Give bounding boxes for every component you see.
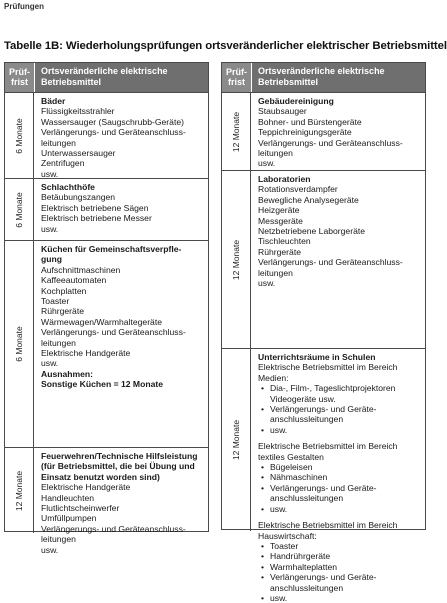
item-line: Elektrische Handgeräte bbox=[41, 482, 131, 493]
bullet-item: anschlussleitungen bbox=[270, 414, 344, 425]
item-line: Verlängerungs- und Geräteanschluss- bbox=[41, 127, 186, 138]
pruefrist-value: 6 Monate bbox=[14, 191, 24, 228]
item-line: leitungen bbox=[41, 137, 76, 148]
pruefrist-cell bbox=[5, 241, 34, 447]
pruefrist-cell bbox=[5, 179, 34, 240]
item-line: Umfüllpumpen bbox=[41, 513, 97, 524]
item-line: Zentrifugen bbox=[41, 158, 85, 169]
item-line: usw. bbox=[41, 358, 59, 369]
bullet-item: • Nähmaschinen bbox=[258, 472, 425, 482]
item-line: leitungen bbox=[41, 534, 76, 545]
item-line: Verlängerungs- und Geräteanschluss- bbox=[41, 327, 186, 338]
table-row bbox=[5, 240, 208, 447]
group-heading: Hauswirtschaft: bbox=[258, 530, 317, 541]
item-line: Unterwassersauger bbox=[41, 148, 116, 159]
item-line: usw. bbox=[258, 278, 276, 289]
category-title: (für Betriebsmittel, die bei Übung und bbox=[41, 461, 195, 472]
bullet-item: anschlussleitungen bbox=[270, 582, 344, 593]
bullet-item: Videogeräte usw. bbox=[270, 393, 336, 404]
category-title: gung bbox=[41, 254, 62, 265]
betriebsmittel-cell bbox=[251, 171, 425, 348]
item-line: Verlängerungs- und Geräteanschluss- bbox=[41, 523, 186, 534]
pruefrist-value: 12 Monate bbox=[14, 470, 24, 511]
item-line: Verlängerungs- und Geräteanschluss- bbox=[258, 137, 403, 148]
betriebsmittel-cell bbox=[251, 93, 425, 170]
category-title: Einsatz benutzt worden sind) bbox=[41, 471, 160, 482]
bullet-item: • Handrührgeräte bbox=[258, 551, 425, 561]
table-row bbox=[5, 178, 208, 240]
table-row bbox=[222, 170, 425, 348]
category-title: Bäder bbox=[41, 96, 66, 106]
pruefrist-value: 12 Monate bbox=[231, 419, 241, 461]
item-line: Flüssigkeitsstrahler bbox=[41, 106, 115, 117]
exception-note: Ausnahmen: bbox=[41, 368, 94, 379]
header-betriebsmittel: Ortsveränderliche elektrische Betriebsmittel bbox=[34, 63, 208, 92]
item-line: leitungen bbox=[258, 148, 293, 159]
bullet-item: • usw. bbox=[258, 425, 425, 435]
bullet-item: anschlussleitungen bbox=[270, 493, 344, 504]
item-line: Rotationsverdampfer bbox=[258, 184, 338, 195]
betriebsmittel-cell bbox=[34, 241, 208, 447]
pruefrist-value: 12 Monate bbox=[231, 239, 241, 280]
item-line: Aufschnittmaschinen bbox=[41, 264, 121, 275]
item-line: usw. bbox=[41, 168, 59, 179]
table-row bbox=[222, 348, 425, 603]
table-header bbox=[5, 63, 208, 92]
group-heading: textiles Gestalten bbox=[258, 451, 324, 462]
item-line: Heizgeräte bbox=[258, 205, 300, 216]
header-betriebsmittel: Ortsveränderliche elektrische Betriebsmittel bbox=[251, 63, 425, 92]
category-title: Laboratorien bbox=[258, 174, 311, 184]
category-title: Unterrichtsräume in Schulen bbox=[258, 352, 376, 362]
item-line: Verlängerungs- und Geräteanschluss- bbox=[258, 257, 403, 268]
table-row bbox=[222, 92, 425, 170]
table-title: Tabelle 1B: Wiederholungsprüfungen ortsveränderlicher elektrischer Betriebsmittel bbox=[4, 40, 447, 52]
header-pruefrist: Prüf- frist bbox=[222, 63, 251, 92]
bullet-item: • Bügeleisen bbox=[258, 462, 425, 472]
pruefrist-value: 6 Monate bbox=[14, 326, 24, 362]
section-label: Prüfungen bbox=[4, 2, 44, 11]
item-line: Toaster bbox=[41, 296, 70, 307]
pruefrist-cell bbox=[222, 93, 251, 170]
betriebsmittel-cell bbox=[34, 93, 208, 178]
item-line: Bohner- und Bürstengeräte bbox=[258, 116, 362, 127]
category-title: Schlachthöfe bbox=[41, 182, 95, 192]
group-heading: Elektrische Betriebsmittel im Bereich bbox=[258, 520, 398, 531]
item-line: Kochplatten bbox=[41, 285, 87, 296]
table-row bbox=[5, 92, 208, 178]
item-line: Elektrisch betriebene Sägen bbox=[41, 202, 149, 213]
item-line: Wärmewagen/Warmhaltegeräte bbox=[41, 316, 162, 327]
bullet-item: • Verlängerungs- und Geräte- bbox=[258, 483, 425, 493]
item-line: usw. bbox=[41, 223, 59, 234]
bullet-item: • usw. bbox=[258, 504, 425, 514]
item-line: Elektrische Handgeräte bbox=[41, 348, 131, 359]
bullet-item: • Warmhalteplatten bbox=[258, 562, 425, 572]
item-line: Teppichreinigungsgeräte bbox=[258, 127, 352, 138]
bullet-item: • Verlängerungs- und Geräte- bbox=[258, 404, 425, 414]
bullet-item: • usw. bbox=[258, 593, 425, 603]
category-title: Küchen für Gemeinschaftsverpfle- bbox=[41, 244, 182, 254]
betriebsmittel-cell bbox=[251, 349, 425, 603]
item-line: Rührgeräte bbox=[258, 246, 301, 257]
item-line: Rührgeräte bbox=[41, 306, 84, 317]
item-line: usw. bbox=[258, 158, 276, 169]
header-pruefrist: Prüf- frist bbox=[5, 63, 34, 92]
bullet-item: • Dia-, Film-, Tageslichtprojektoren bbox=[258, 383, 425, 393]
left-table bbox=[4, 62, 209, 555]
item-line: Betäubungszangen bbox=[41, 192, 116, 203]
pruefrist-value: 12 Monate bbox=[231, 111, 241, 152]
betriebsmittel-cell bbox=[34, 448, 208, 555]
item-line: Staubsauger bbox=[258, 106, 307, 117]
exception-note: Sonstige Küchen = 12 Monate bbox=[41, 379, 164, 390]
bullet-item: • Verlängerungs- und Geräte- bbox=[258, 572, 425, 582]
item-line: Kaffeeautomaten bbox=[41, 275, 107, 286]
pruefrist-value: 6 Monate bbox=[14, 117, 24, 154]
item-line: Wassersauger (Saugschrubb-Geräte) bbox=[41, 116, 184, 127]
bullet-item: • Toaster bbox=[258, 541, 425, 551]
item-line: usw. bbox=[41, 544, 59, 555]
item-line: Messgeräte bbox=[258, 215, 303, 226]
pruefrist-cell bbox=[5, 448, 34, 533]
group-heading: Elektrische Betriebsmittel im Bereich bbox=[258, 362, 398, 373]
item-line: Bewegliche Analysegeräte bbox=[258, 194, 359, 205]
table-row bbox=[5, 447, 208, 555]
category-title: Feuerwehren/Technische Hilfsleistung bbox=[41, 451, 198, 461]
item-line: leitungen bbox=[41, 337, 76, 348]
item-line: Netzbetriebene Laborgeräte bbox=[258, 226, 366, 237]
group-heading: Elektrische Betriebsmittel im Bereich bbox=[258, 441, 398, 452]
right-table bbox=[221, 62, 426, 603]
betriebsmittel-cell bbox=[34, 179, 208, 240]
item-line: Tischleuchten bbox=[258, 236, 311, 247]
item-line: Flutlichtscheinwerfer bbox=[41, 503, 120, 514]
category-title: Gebäudereinigung bbox=[258, 96, 334, 106]
group-heading: Medien: bbox=[258, 372, 289, 383]
item-line: Elektrisch betriebene Messer bbox=[41, 213, 152, 224]
pruefrist-cell bbox=[222, 171, 251, 348]
item-line: Handleuchten bbox=[41, 492, 95, 503]
table-header bbox=[222, 63, 425, 92]
item-line: leitungen bbox=[258, 267, 293, 278]
pruefrist-cell bbox=[5, 93, 34, 178]
pruefrist-cell bbox=[222, 349, 251, 531]
